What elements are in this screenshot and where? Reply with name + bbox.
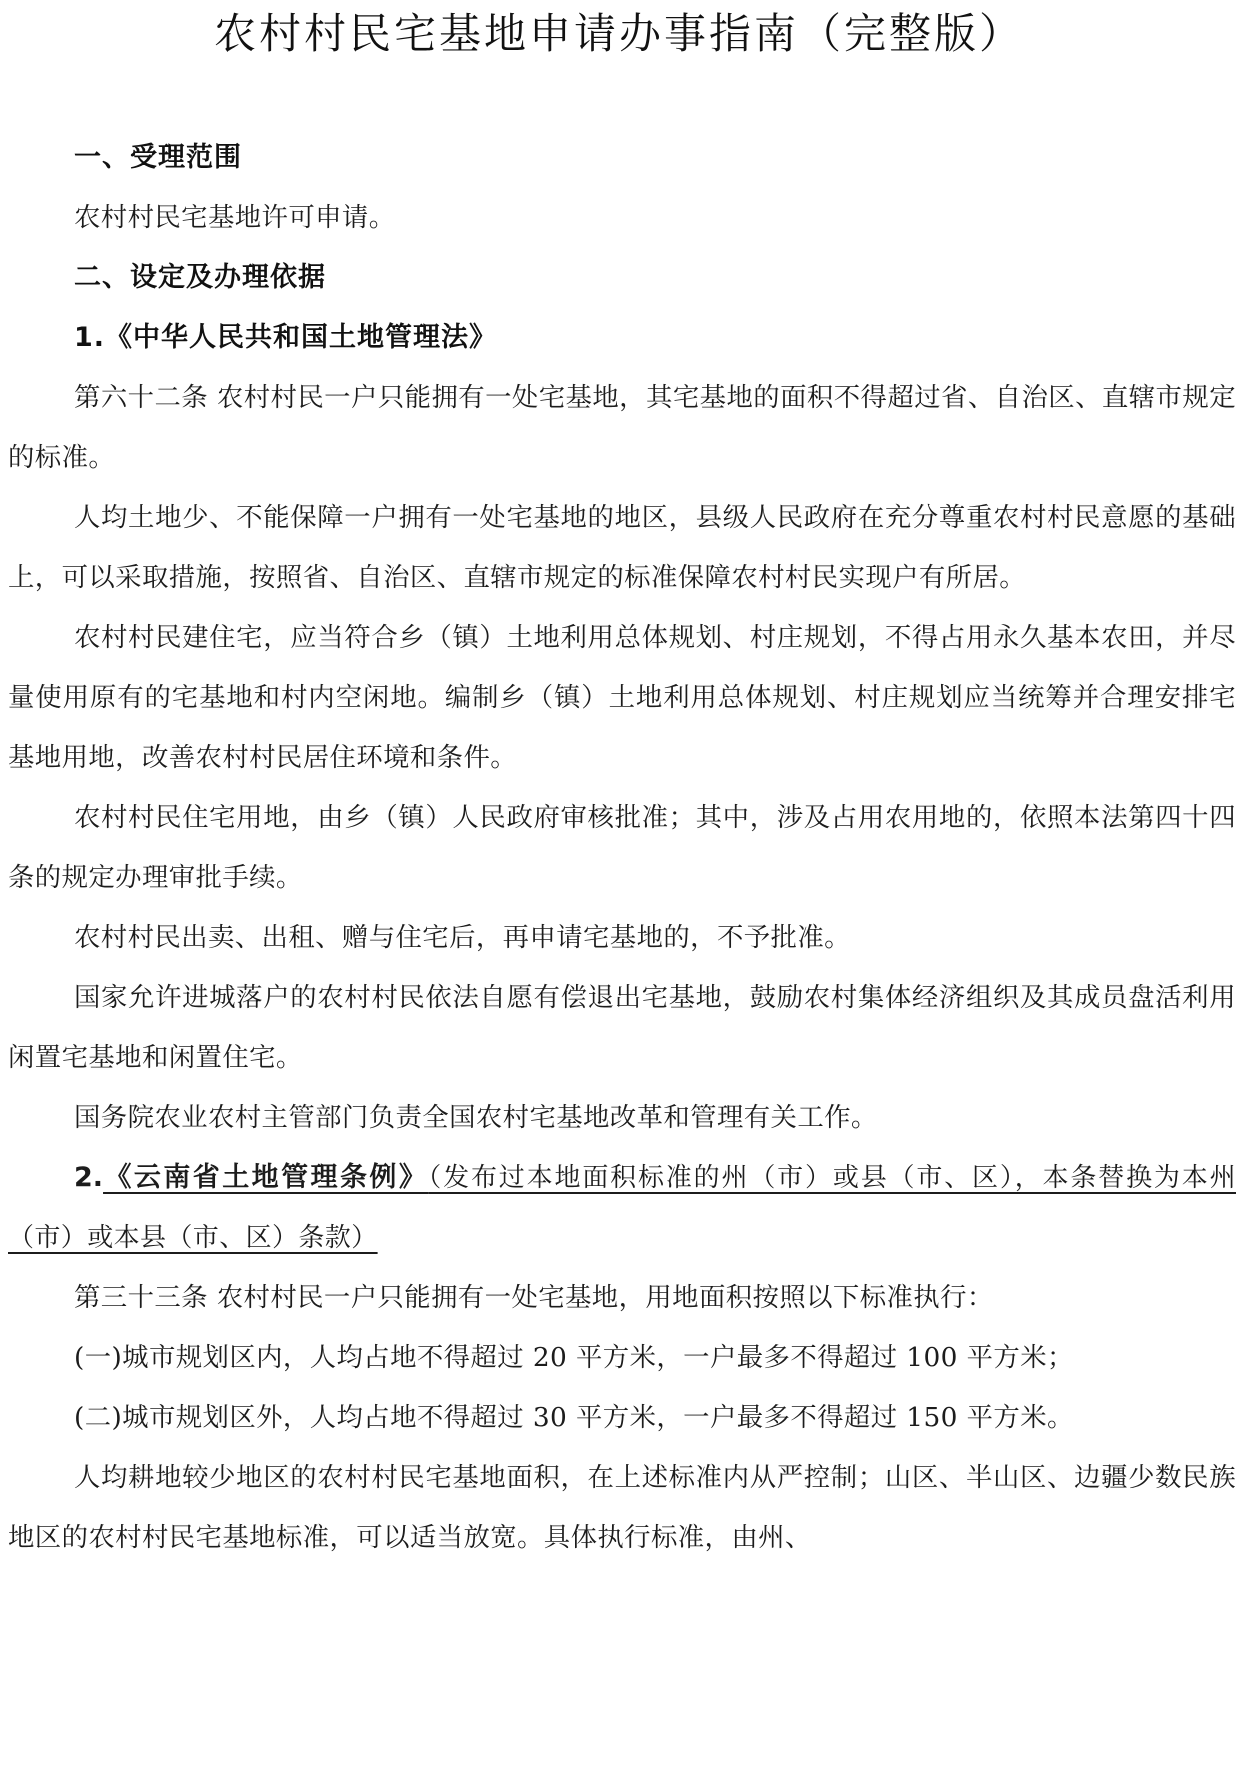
- document-title: 农村村民宅基地申请办事指南（完整版）: [213, 9, 1024, 58]
- paragraph-approval: 农村村民住宅用地，由乡（镇）人民政府审核批准；其中，涉及占用农用地的，依照本法第四十四条的规定办理审批手续。: [8, 802, 1236, 893]
- paragraph-voluntary-exit: 国家允许进城落户的农村村民依法自愿有偿退出宅基地，鼓励农村集体经济组织及其成员盘活利用闲置宅基地和闲置住宅。: [8, 982, 1236, 1073]
- law-heading-land-management-act: 1.《中华人民共和国土地管理法》: [74, 322, 498, 353]
- document-body: [0, 128, 1236, 1568]
- paragraph-article-62: 第六十二条 农村村民一户只能拥有一处宅基地，其宅基地的面积不得超过省、自治区、直辖市规定的标准。: [8, 382, 1236, 473]
- section-heading-basis: 二、设定及办理依据: [74, 262, 326, 293]
- paragraph-land-guarantee: 人均土地少、不能保障一户拥有一处宅基地的地区，县级人民政府在充分尊重农村村民意愿的基础上，可以采取措施，按照省、自治区、直辖市规定的标准保障农村村民实现户有所居。: [8, 502, 1236, 593]
- law-replacement-note: （发布过本地面积标准的州（市）或县（市、区），本条替换为本州（市）或本县（市、区）条款）: [8, 1163, 1236, 1253]
- law-title: 《云南省土地管理条例》: [103, 1162, 429, 1193]
- paragraph-standards-adjustment: 人均耕地较少地区的农村村民宅基地面积，在上述标准内从严控制；山区、半山区、边疆少数民族地区的农村村民宅基地标准，可以适当放宽。具体执行标准，由州、: [8, 1462, 1236, 1553]
- law-heading-yunnan-regulation: [8, 1148, 1236, 1268]
- list-item-urban-area: (一)城市规划区内，人均占地不得超过 20 平方米，一户最多不得超过 100 平方米；: [74, 1342, 1074, 1373]
- paragraph-scope: 农村村民宅基地许可申请。: [74, 202, 396, 233]
- paragraph-housing-planning: 农村村民建住宅，应当符合乡（镇）土地利用总体规划、村庄规划，不得占用永久基本农田，并尽量使用原有的宅基地和村内空闲地。编制乡（镇）土地利用总体规划、村庄规划应当统筹并合理安排宅基地用地，改善农村村民居住环境和条件。: [8, 622, 1236, 773]
- law-number: 2.: [74, 1162, 104, 1193]
- paragraph-no-reapproval: 农村村民出卖、出租、赠与住宅后，再申请宅基地的，不予批准。: [74, 922, 851, 953]
- paragraph-article-33: 第三十三条 农村村民一户只能拥有一处宅基地，用地面积按照以下标准执行：: [74, 1282, 994, 1313]
- list-item-outside-urban-area: (二)城市规划区外，人均占地不得超过 30 平方米，一户最多不得超过 150 平方米。: [74, 1402, 1074, 1433]
- paragraph-state-council: 国务院农业农村主管部门负责全国农村宅基地改革和管理有关工作。: [74, 1102, 878, 1133]
- section-heading-scope: 一、受理范围: [74, 142, 242, 173]
